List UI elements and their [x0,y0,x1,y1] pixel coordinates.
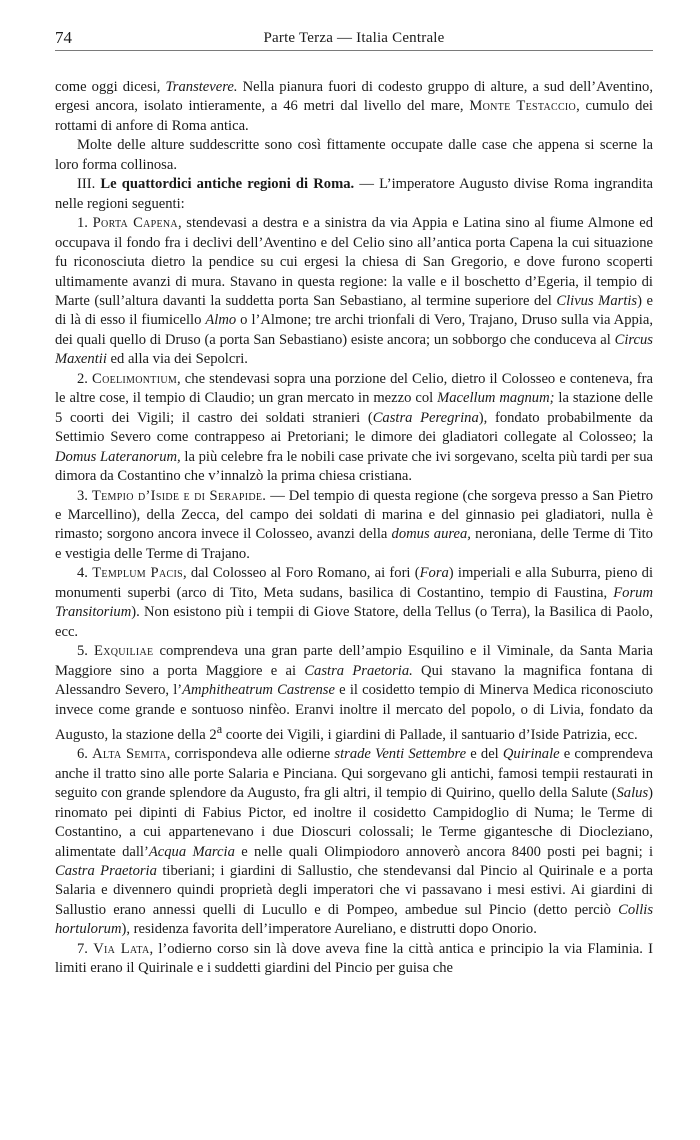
region-name: Exquiliae [94,643,154,660]
text-run: , dal Colosseo al Foro Romano, ai fori ( [182,565,420,582]
text-run: , l’odierno corso sin là dove aveva fine la città antica e principio la via Flaminia. I limiti erano il Quirinale e i suddetti giardini del Pincio per guisa che [55,940,653,977]
region-entry-6 [55,745,653,940]
text-run: Nella pianura fuori di codesto gruppo di alture, a sud dell’Aventino, ergesi ancora, isolato intieramente, a 46 metri dal livello del mare, [55,79,653,115]
text-run: ) e di là di esso il fiumicello [55,292,653,329]
region-number: 5. [77,643,95,660]
italic-term: Domus Lateranorum, [55,448,181,465]
page-number: 74 [55,28,72,47]
region-entry-2 [55,370,653,487]
text-run: ). Non esistono più i tempii di Giove Statore, della Tellus (o Terra), la Basilica di Paolo, ecc. [55,604,653,640]
text-run: Qui stavano la magnifica fontana di Alessandro Severo, l’ [55,662,653,699]
italic-term: Castra Praetoria. [304,662,413,679]
italic-term: Circus Maxentii [55,331,653,368]
text-run: come oggi dicesi, [55,79,166,95]
text-run: o l’Almone; tre archi trionfali di Vero, Trajano, Druso sulla via Appia, dei quali quello di Druso (a porta San Sebastiano) esiste ancora; un sobborgo che conduceva al [55,312,653,348]
region-name: Porta Capena [92,215,178,232]
text-run: la più celebre fra le nobili case private che ivi sorgevano, scelta più tardi per sua dimora da Costantino che v’innalzò la prima chiesa cristiana. [55,448,653,485]
region-entry-4 [55,564,653,642]
text-run: — L’imperatore Augusto divise Roma ingrandita nelle regioni seguenti: [55,176,653,212]
text-run: neroniana, delle Terme di Tito e vestigia delle Terme di Trajano. [55,526,653,562]
region-name: Alta Semita [92,746,167,763]
paragraph-alture [55,136,653,175]
text-run: ) rinomato pei dipinti di Fabius Pictor, ed inoltre il cosidetto Campidoglio di Numa; le Terme di Costantino, a cui appartenevano i due Dioscuri colossali; le Terme gigantesche di Diocleziano, alimentate dall’ [55,785,653,860]
running-head: Parte Terza — Italia Centrale [263,30,445,46]
text-run: ) imperiali e alla Suburra, pieno di monumenti superbi (arco di Tito, Meta sudans, basilica di Costantino, tempio di Faustina, [55,565,653,601]
text-run: e il cosidetto tempio di Minerva Medica riconosciuto invece come grande e sontuoso ninfèo. Eranvi inoltre il mercato del popolo, o di Livia, fondato da Augusto, la stazione della 2 [55,682,654,743]
italic-term: Clivus Martis [556,292,638,309]
region-number: 3. [77,487,92,504]
italic-term: Collis hortulorum [55,901,653,938]
text-run: coorte dei Vigili, i giardini di Pallade, il santuario d’Iside Patrizia, ecc. [222,726,638,743]
page-header [55,26,653,51]
text-run: — Del tempio di questa regione (che sorgeva presso a San Pietro e Marcellino), della Zecca, del campo dei soldati di marina e del ginnasio pei gladiatori, nulla è rimasto; sorgono ancora invece il Colosseo, avanzi della [55,487,654,543]
text-run: tiberiani; i giardini di Sallustio, che stendevansi dal Pincio al Quirinale e a porta Salaria e divennero quindi proprietà degli imperatori che vi passavano i mesi estivi. Ai giardini di Sallustio erano annessi quelli di Lucullo e di Pompeo, ambedue sul Pincio (detto perciò [55,862,654,918]
region-number: 1. [77,215,93,232]
italic-term: domus aurea, [391,526,471,543]
text-run: comprendeva una gran parte dell’ampio Esquilino e il Viminale, da Santa Maria Maggiore sino a porta Maggiore e ai [55,643,653,679]
region-entry-7 [55,940,653,979]
region-name: Via Lata [93,940,150,957]
region-name: Coelimontium [92,370,178,387]
region-entry-5 [55,642,653,745]
text-run: , corrispondeva alle odierne [166,746,335,763]
text-run: e nelle quali Olimpiodoro annoverò ancora 8400 posti pei bagni; i [234,843,653,860]
italic-term: Amphitheatrum Castrense [182,682,335,699]
text-run: Molte delle alture suddescritte sono così fittamente occupate dalle case che appena si scerne la loro forma collinosa. [55,137,653,173]
italic-term: Castra Peregrina [372,409,479,426]
body-text [55,78,653,979]
text-run: , cumulo dei rottami di anfore di Roma antica. [55,98,653,134]
section-number: III. [77,176,101,193]
text-run: e comprendeva anche il tratto sino alle porte Salaria e Pinciana. Qui sorgevano gli antichi, famosi tempii restaurati in seguito con grande splendore da Augusto, fra gli altri, il tempio di Quirino, quello della Salute ( [55,746,653,802]
paragraph-testaccio [55,78,653,136]
section-title: Le quattordici antiche regioni di Roma. [100,176,355,193]
italic-term: Almo [205,312,237,329]
region-number: 7. [77,940,94,957]
italic-term: Fora [419,565,449,582]
text-run: ), fondato probabilmente da Settimio Severo come contrappeso ai Pretoriani; le dimore dei gladiatori collegate al Colosseo; la [55,409,653,446]
text-run: ), residenza favorita dell’imperatore Aureliano, e distrutti dopo Onorio. [121,921,537,938]
text-run: la stazione delle 5 coorti dei Vigili; il castro dei soldati stranieri ( [55,390,653,426]
region-name: Templum Pacis [92,565,183,582]
text-run: , stendevasi a destra e a sinistra da via Appia e Latina sino al fiume Almone ed occupava il fondo fra i declivi dell’Aventino e del Celio sino all’antica porta Capena la cui situazione fu riconosciuta dietro la pendice su cui ergesi la chiesa di San Gregorio, e dove furono scoperti ultimamente avanzi di mura. Stavano in questa regione: la valle e il boschetto d’Egeria, il tempio di Marte (sull’altura davanti la suddetta porta San Sebastiano, al termine superiore del [55,215,653,309]
italic-term: strade Venti Settembre [334,746,467,763]
region-number: 6. [77,746,93,763]
region-entry-1 [55,214,653,370]
italic-term: Transtevere. [165,79,238,95]
text-run: ed alla via dei Sepolcri. [106,351,248,368]
region-number: 4. [77,565,93,582]
region-number: 2. [77,370,93,387]
section-heading-regioni [55,175,653,214]
italic-term: Quirinale [502,746,560,763]
region-entry-3 [55,487,653,565]
italic-term: Salus [616,785,649,802]
text-run: , che stendevasi sopra una porzione del Celio, dietro il Colosseo e conteneva, fra le altre cose, il tempio di Claudio; un gran mercato in mezzo col [55,370,654,407]
text-run: e del [466,746,503,763]
place-name: Monte Testaccio [469,98,577,115]
italic-term: Castra Praetoria [55,862,157,879]
ordinal-superscript: a [216,721,223,736]
italic-term: Macellum magnum; [437,390,555,407]
region-name: Tempio d’Iside e di Serapide. [91,487,267,504]
italic-term: Forum Transitorium [55,584,653,621]
italic-term: Acqua Marcia [148,843,235,860]
